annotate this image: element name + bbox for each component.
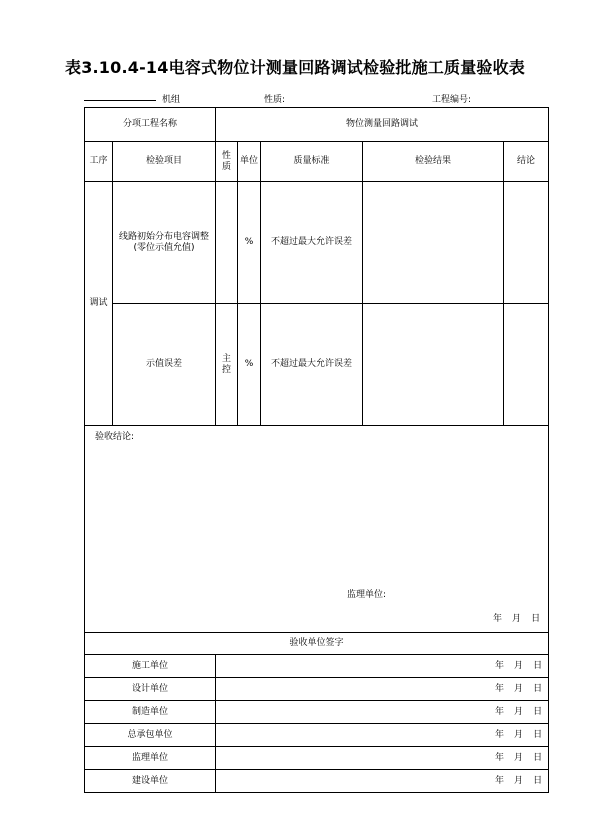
signature-row (85, 655, 549, 678)
col-header-result: 检验结果 (363, 142, 504, 182)
project-name-value: 物位测量回路调试 (216, 108, 549, 142)
signature-row (85, 701, 549, 724)
nature-label: 性质: (264, 95, 286, 105)
unit-cell: % (238, 304, 261, 426)
acceptance-date: 年 月 日 (493, 614, 541, 624)
result-cell[interactable] (363, 182, 504, 304)
conclusion-cell[interactable] (504, 182, 549, 304)
signature-date[interactable]: 年 月 日 (216, 724, 549, 747)
item-cell: 线路初始分布电容调整(零位示值允值) (113, 182, 216, 304)
signature-date[interactable]: 年 月 日 (216, 770, 549, 793)
result-cell[interactable] (363, 304, 504, 426)
col-header-item: 检验项目 (113, 142, 216, 182)
item-cell: 示值误差 (113, 304, 216, 426)
process-cell: 调试 (85, 182, 113, 426)
signature-row (85, 678, 549, 701)
signature-row (85, 724, 549, 747)
page-title: 表3.10.4-14电容式物位计测量回路调试检验批施工质量验收表 (65, 58, 525, 77)
unit-cell: % (238, 182, 261, 304)
col-header-standard: 质量标准 (261, 142, 363, 182)
project-name-label: 分项工程名称 (85, 108, 216, 142)
signature-unit: 总承包单位 (85, 724, 216, 747)
signature-unit: 设计单位 (85, 678, 216, 701)
signature-date[interactable]: 年 月 日 (216, 655, 549, 678)
signature-header: 验收单位签字 (85, 633, 549, 655)
standard-cell: 不超过最大允许误差 (261, 304, 363, 426)
signature-date[interactable]: 年 月 日 (216, 747, 549, 770)
nature-cell[interactable] (216, 182, 238, 304)
standard-cell: 不超过最大允许误差 (261, 182, 363, 304)
acceptance-form (84, 107, 549, 793)
signature-row (85, 770, 549, 793)
col-header-process: 工序 (85, 142, 113, 182)
table-row (85, 182, 549, 304)
code-label: 工程编号: (432, 95, 472, 105)
signature-unit: 监理单位 (85, 747, 216, 770)
acceptance-conclusion-label: 验收结论: (95, 432, 135, 442)
signature-unit: 施工单位 (85, 655, 216, 678)
conclusion-cell[interactable] (504, 304, 549, 426)
signature-row (85, 747, 549, 770)
col-header-nature: 性质 (216, 142, 238, 182)
unit-label: 机组 (162, 95, 181, 105)
nature-cell[interactable]: 主控 (216, 304, 238, 426)
col-header-unit: 单位 (238, 142, 261, 182)
supervisor-label: 监理单位: (347, 590, 387, 600)
signature-unit: 建设单位 (85, 770, 216, 793)
unit-blank[interactable] (84, 99, 156, 101)
signature-date[interactable]: 年 月 日 (216, 701, 549, 724)
acceptance-conclusion-box[interactable] (85, 426, 549, 633)
signature-date[interactable]: 年 月 日 (216, 678, 549, 701)
table-row (85, 304, 549, 426)
col-header-conclusion: 结论 (504, 142, 549, 182)
signature-unit: 制造单位 (85, 701, 216, 724)
